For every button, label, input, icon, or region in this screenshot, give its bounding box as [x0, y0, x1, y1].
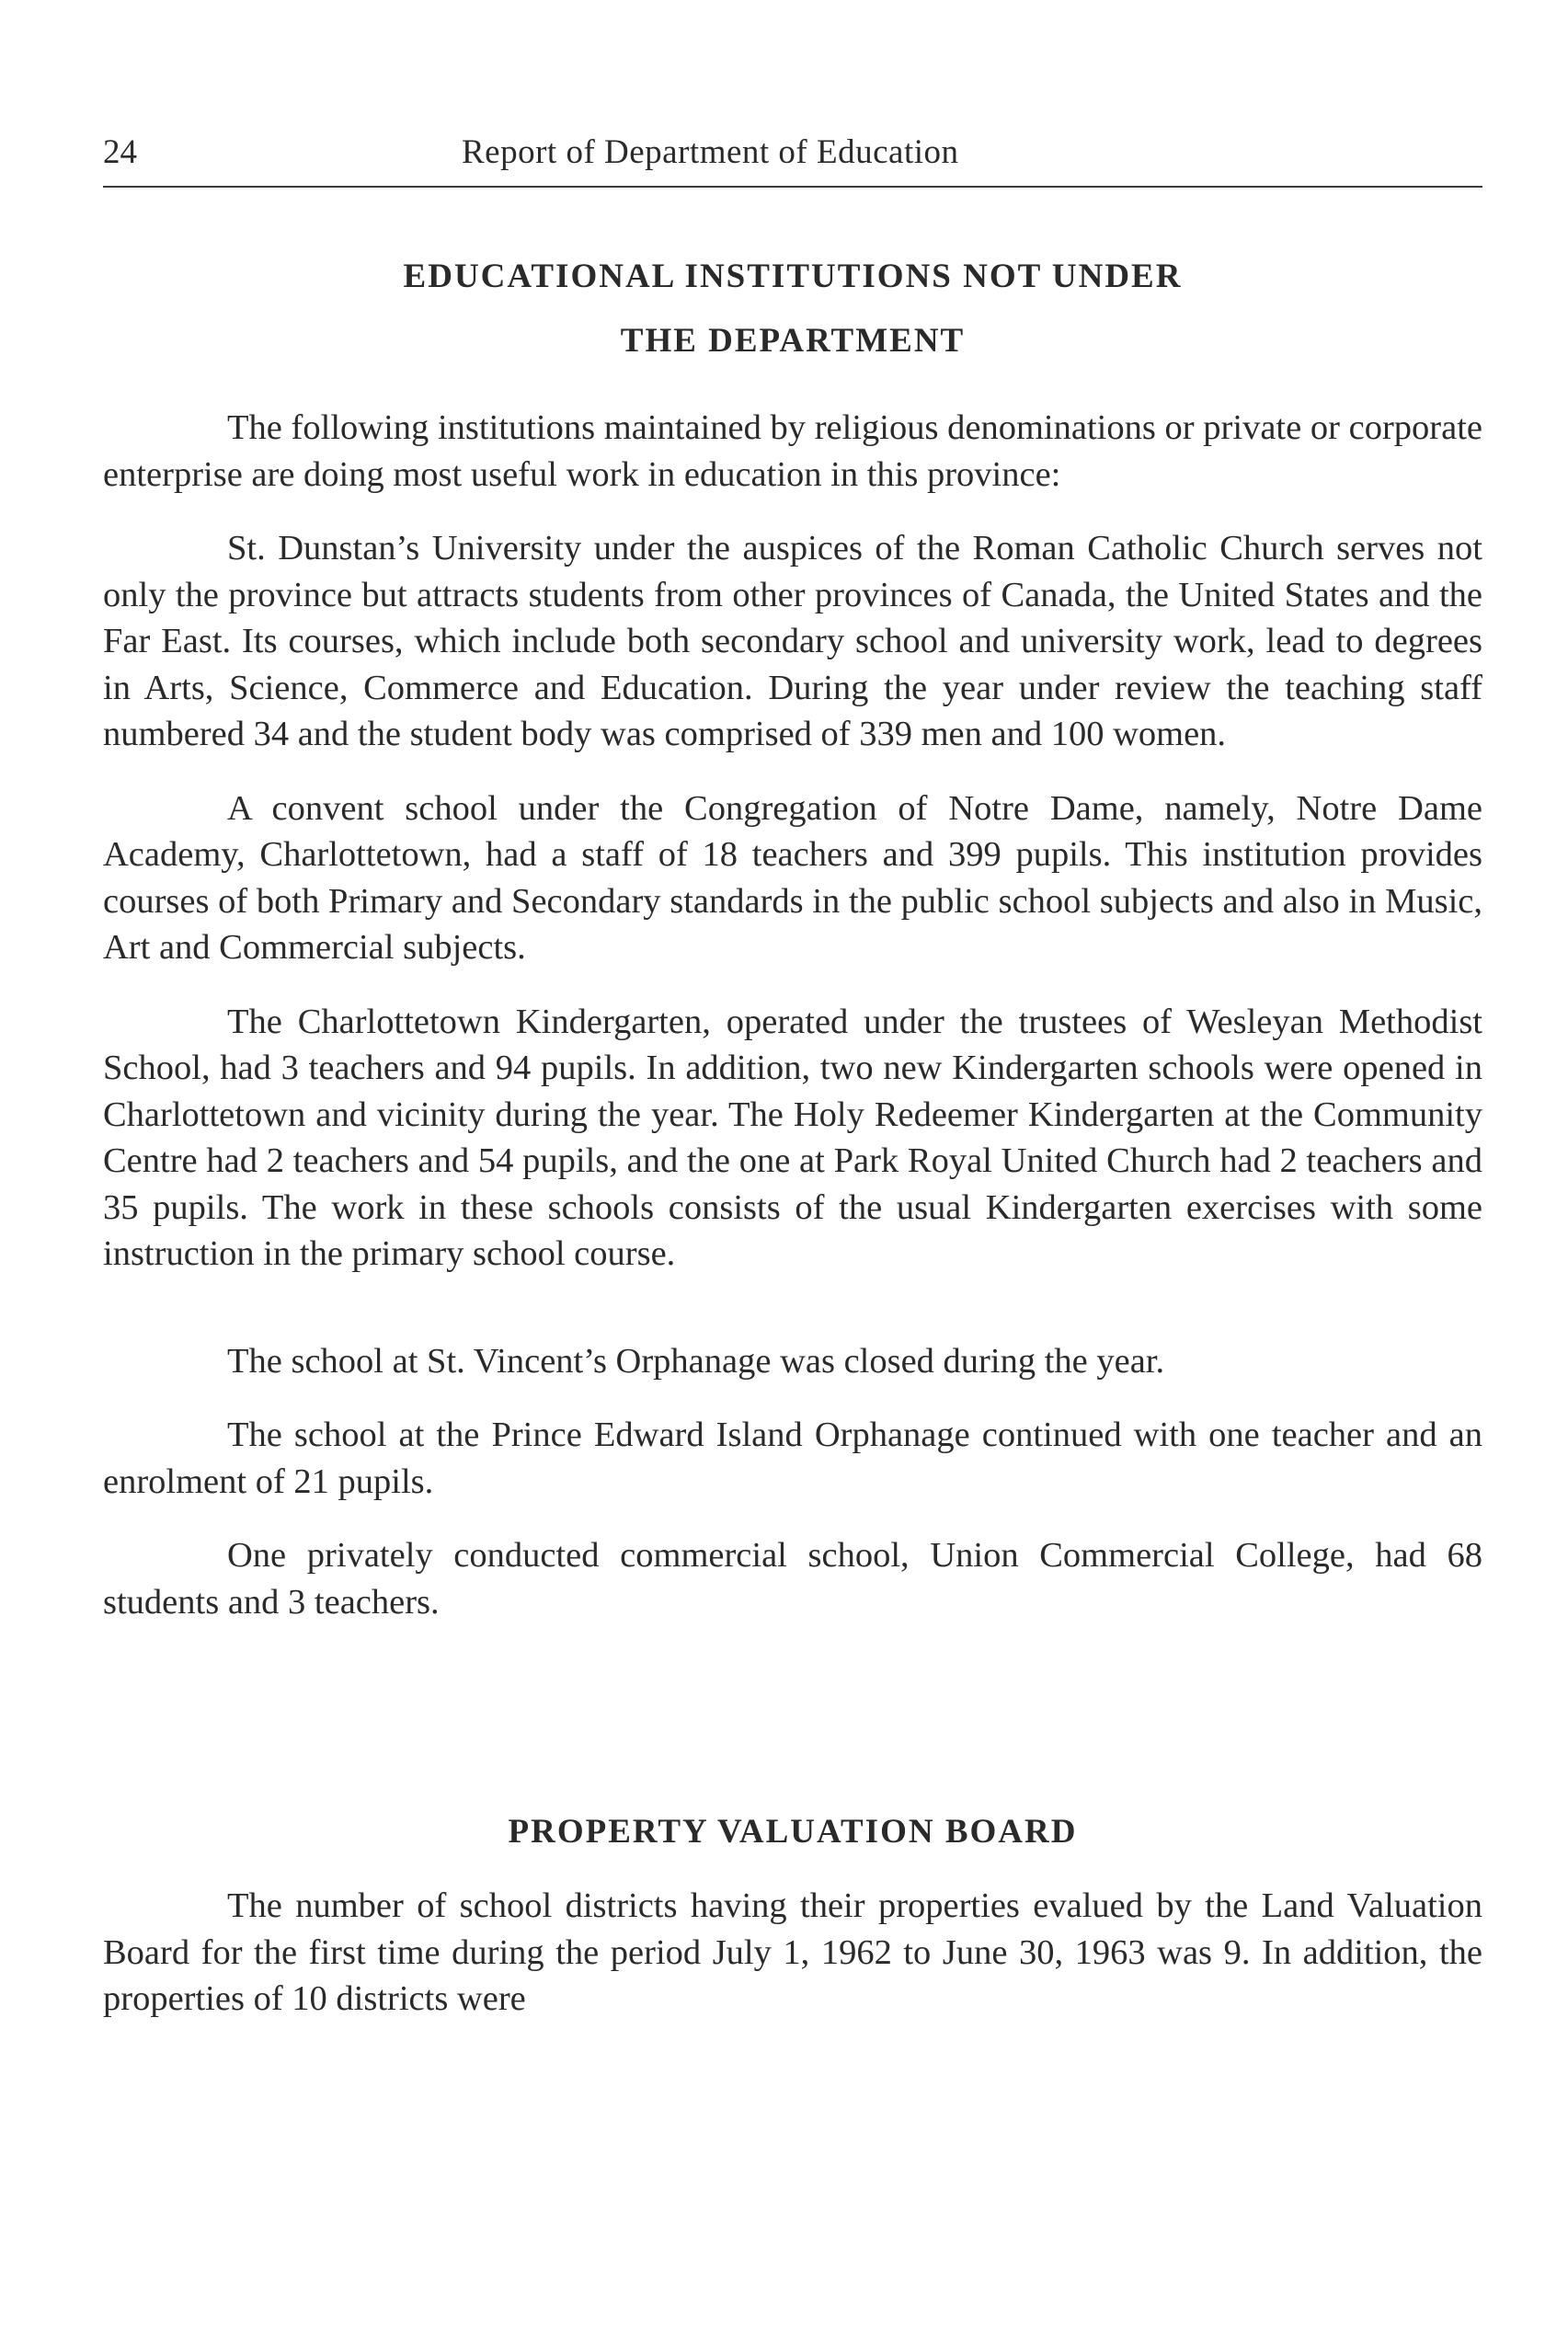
- section-heading-property-valuation: PROPERTY VALUATION BOARD: [508, 1813, 1078, 1851]
- paragraph-commercial-college: One privately conducted commercial school, Union Commercial College, had 68 students and 3 teachers.: [103, 1536, 1482, 1622]
- running-title: Report of Department of Education: [462, 133, 959, 171]
- heading-line-2: THE DEPARTMENT: [620, 322, 966, 360]
- heading-line-1: EDUCATIONAL INSTITUTIONS NOT UNDER: [403, 258, 1183, 295]
- paragraph-kindergarten: The Charlottetown Kindergarten, operated under the trustees of Wesleyan Methodist School, had 3 teachers and 94 pupils. In addition, two new Kindergarten schools were opened in Charlottetown and vicinity during the year. The Holy Redeemer Kindergarten at the Community Centre had 2 teachers and 54 pupils, and the one at Park Royal United Church had 2 teachers and 35 pupils. The work in these schools consists of the usual Kindergarten exercises with some instruction in the primary school course.: [103, 1002, 1482, 1273]
- header-rule: [103, 186, 1482, 188]
- paragraph-intro: The following institutions maintained by religious denominations or private or corporate enterprise are doing most useful work in education in this province:: [103, 408, 1482, 494]
- document-page: [103, 129, 1482, 2023]
- section-heading-institutions: [103, 245, 1482, 373]
- page-number: 24: [103, 133, 137, 171]
- running-header: [103, 129, 1482, 184]
- paragraph-st-vincents: The school at St. Vincent’s Orphanage was closed during the year.: [227, 1341, 1165, 1381]
- paragraph-valuation-board: The number of school districts having their properties evalued by the Land Valuation Board for the first time during the period July 1, 1962 to June 30, 1963 was 9. In addition, the properties of 10 districts were: [103, 1886, 1482, 2018]
- paragraph-st-dunstans: St. Dunstan’s University under the auspices of the Roman Catholic Church serves not only the province but attracts students from other provinces of Canada, the United States and the Far East. Its courses, which include both secondary school and university work, lead to degrees in Arts, Science, Commerce and Education. During the year under review the teaching staff numbered 34 and the student body was comprised of 339 men and 100 women.: [103, 529, 1482, 753]
- paragraph-pei-orphanage: The school at the Prince Edward Island Orphanage continued with one teacher and an enrolment of 21 pupils.: [103, 1416, 1482, 1501]
- paragraph-notre-dame: A convent school under the Congregation of Notre Dame, namely, Notre Dame Academy, Charlottetown, had a staff of 18 teachers and 399 pupils. This institution provides courses of both Primary and Secondary standards in the public school subjects and also in Music, Art and Commercial subjects.: [103, 788, 1482, 967]
